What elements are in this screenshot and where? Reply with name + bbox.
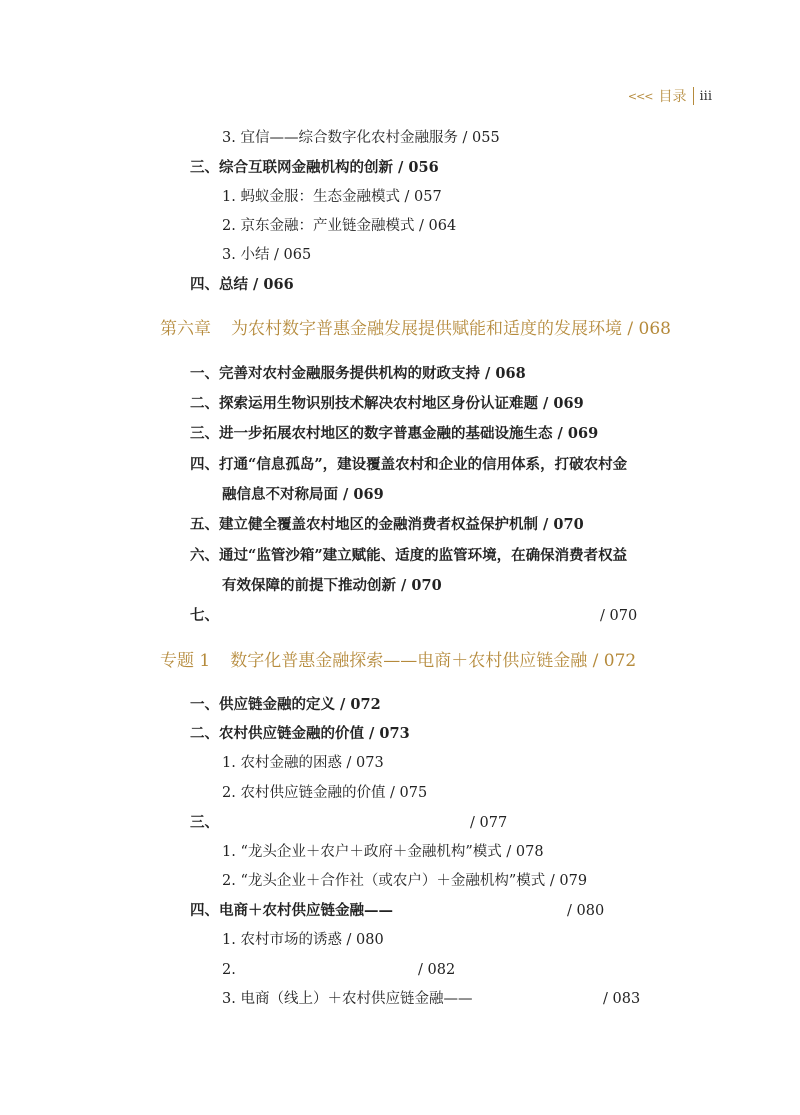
special-topic-heading[interactable] bbox=[160, 650, 636, 672]
toc-page-ref: / 077 bbox=[470, 815, 508, 831]
toc-page-ref: / 083 bbox=[603, 991, 641, 1007]
toc-entry[interactable]: 四、电商＋农村供应链金融—— bbox=[190, 902, 393, 919]
toc-entry[interactable]: 三、进一步拓展农村地区的数字普惠金融的基础设施生态 / 069 bbox=[190, 425, 599, 442]
toc-entry[interactable]: 六、通过“监管沙箱”建立赋能、适度的监管环境，在确保消费者权益 bbox=[190, 547, 628, 564]
toc-entry[interactable]: 1. 蚂蚁金服：生态金融模式 / 057 bbox=[222, 189, 442, 205]
page-number: iii bbox=[699, 88, 712, 104]
chapter-number: 第六章 bbox=[160, 319, 211, 339]
header-divider bbox=[693, 87, 694, 105]
toc-page-ref: / 080 bbox=[567, 903, 605, 919]
back-arrow-icon: <<< bbox=[627, 89, 653, 103]
toc-entry[interactable]: 3. 宜信——综合数字化农村金融服务 / 055 bbox=[222, 130, 500, 146]
toc-entry[interactable]: 二、探索运用生物识别技术解决农村地区身份认证难题 / 069 bbox=[190, 395, 584, 412]
chapter-heading[interactable] bbox=[160, 318, 671, 340]
toc-entry[interactable]: 三、 bbox=[190, 814, 219, 831]
toc-entry[interactable]: 1. “龙头企业＋农户＋政府＋金融机构”模式 / 078 bbox=[222, 844, 544, 860]
toc-entry[interactable]: 3. 电商（线上）＋农村供应链金融—— bbox=[222, 991, 473, 1007]
toc-entry[interactable]: 一、供应链金融的定义 / 072 bbox=[190, 696, 381, 713]
toc-page-ref: / 070 bbox=[600, 608, 638, 624]
special-topic-number: 专题 1 bbox=[160, 651, 211, 671]
toc-entry[interactable]: 1. 农村金融的困惑 / 073 bbox=[222, 755, 384, 771]
toc-entry[interactable]: 一、完善对农村金融服务提供机构的财政支持 / 068 bbox=[190, 365, 526, 382]
toc-entry-continued[interactable]: 融信息不对称局面 / 069 bbox=[222, 486, 384, 503]
toc-entry[interactable]: 五、建立健全覆盖农村地区的金融消费者权益保护机制 / 070 bbox=[190, 516, 584, 533]
toc-entry[interactable]: 2. 农村供应链金融的价值 / 075 bbox=[222, 785, 428, 801]
toc-page-ref: / 082 bbox=[418, 962, 456, 978]
toc-entry[interactable]: 七、 bbox=[190, 607, 219, 624]
toc-entry[interactable]: 四、总结 / 066 bbox=[190, 276, 294, 293]
toc-entry[interactable]: 2. bbox=[222, 962, 236, 978]
toc-entry[interactable]: 2. 京东金融：产业链金融模式 / 064 bbox=[222, 218, 457, 234]
toc-entry[interactable]: 三、综合互联网金融机构的创新 / 056 bbox=[190, 159, 439, 176]
toc-entry[interactable]: 3. 小结 / 065 bbox=[222, 247, 312, 263]
toc-entry[interactable]: 2. “龙头企业＋合作社（或农户）＋金融机构”模式 / 079 bbox=[222, 873, 588, 889]
section-label: 目录 bbox=[658, 89, 687, 105]
toc-entry[interactable]: 四、打通“信息孤岛”，建设覆盖农村和企业的信用体系，打破农村金 bbox=[190, 456, 628, 473]
toc-entry[interactable]: 二、农村供应链金融的价值 / 073 bbox=[190, 725, 410, 742]
chapter-title: 为农村数字普惠金融发展提供赋能和适度的发展环境 / 068 bbox=[231, 319, 671, 339]
toc-entry-continued[interactable]: 有效保障的前提下推动创新 / 070 bbox=[222, 577, 442, 594]
running-header bbox=[628, 86, 712, 106]
special-topic-title: 数字化普惠金融探索——电商＋农村供应链金融 / 072 bbox=[230, 651, 637, 671]
toc-entry[interactable]: 1. 农村市场的诱惑 / 080 bbox=[222, 932, 384, 948]
